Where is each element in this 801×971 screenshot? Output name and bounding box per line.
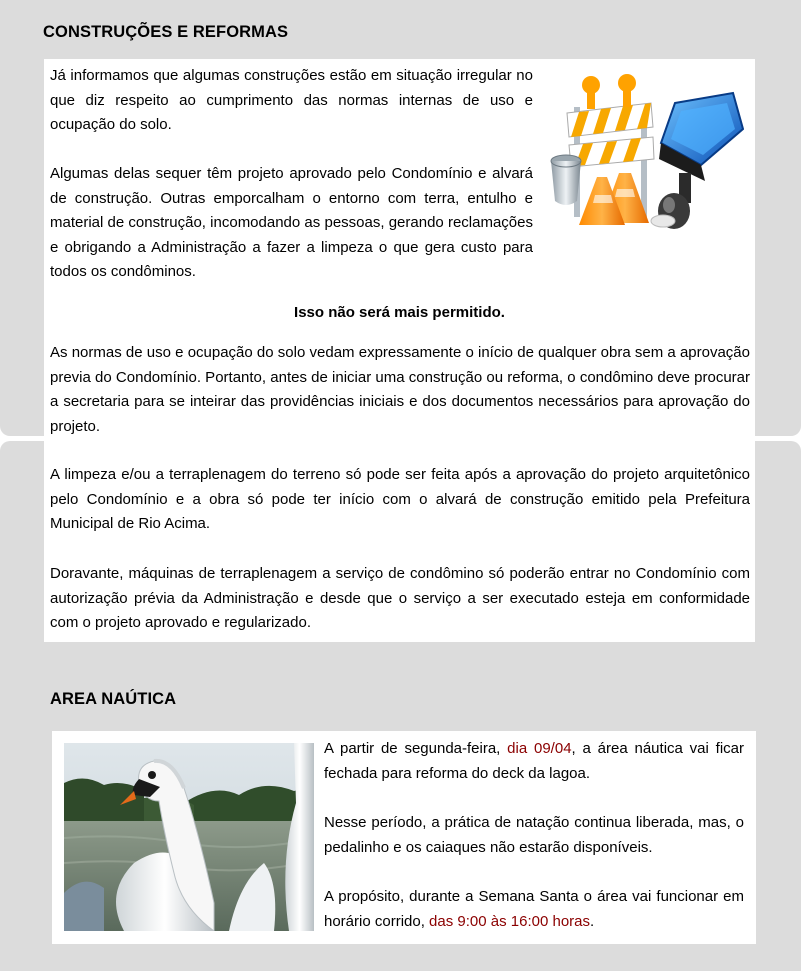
paragraph-warning: Isso não será mais permitido. (294, 304, 505, 321)
swan-pedal-boat-photo (64, 743, 314, 931)
closure-text: A partir de segunda-feira, (324, 740, 508, 757)
content-box-nautica (52, 731, 756, 944)
paragraph-cleaning: A limpeza e/ou a terraplenagem do terreno só pode ser feita após a aprovação do projeto arquitetônico pelo Condomínio e a obra só pode ter início com o alvará de construção emitido pela Prefeitura Municipal de Rio Acima. (50, 466, 750, 532)
closure-date: dia 09/04 (507, 740, 572, 757)
section-title-nautica: AREA NAÚTICA (50, 690, 177, 708)
hours-text: A propósito, durante a Semana Santa o área vai funcionar em horário corrido, (324, 888, 744, 930)
hours-text-end: . (590, 912, 595, 930)
paragraph-availability: Nesse período, a prática de natação continua liberada, mas, o pedalinho e os caiaques não estarão disponíveis. (324, 814, 744, 856)
paragraph-problems: Algumas delas sequer têm projeto aprovado pelo Condomínio e alvará de construção. Outras emporcalham o entorno com terra, entulho e material de construção, incomodando as pessoas, gerando reclamações e obrigando a Administração a fazer a limpeza o que gera custo para todos os condôminos. (50, 165, 533, 280)
paragraph-closure (324, 737, 744, 786)
closure-text-end: , a área náutica vai ficar fechada para reforma do deck da lagoa. (324, 740, 744, 782)
section-title-construcoes: CONSTRUÇÕES E REFORMAS (43, 23, 289, 41)
paragraph-holiday-hours (324, 885, 744, 934)
hours-range: das 9:00 às 16:00 horas (429, 912, 590, 930)
paragraph-intro: Já informamos que algumas construções estão em situação irregular no que diz respeito ao cumprimento das normas internas de uso e ocupação do solo. (50, 67, 533, 133)
content-box-construcoes (44, 59, 755, 642)
construction-barrier-cones-icon (549, 73, 744, 235)
paragraph-machines: Doravante, máquinas de terraplenagem a serviço de condômino só poderão entrar no Condomínio com autorização prévia da Administração e desde que o serviço a ser executado esteja em conformidade com o projeto aprovado e regularizado. (50, 565, 750, 631)
paragraph-rules: As normas de uso e ocupação do solo vedam expressamente o início de qualquer obra sem a aprovação previa do Condomínio. Portanto, antes de iniciar uma construção ou reforma, o condômino deve procurar a secretaria para se inteirar das providências iniciais e dos documentos necessários para aprovação do projeto. (50, 344, 750, 435)
